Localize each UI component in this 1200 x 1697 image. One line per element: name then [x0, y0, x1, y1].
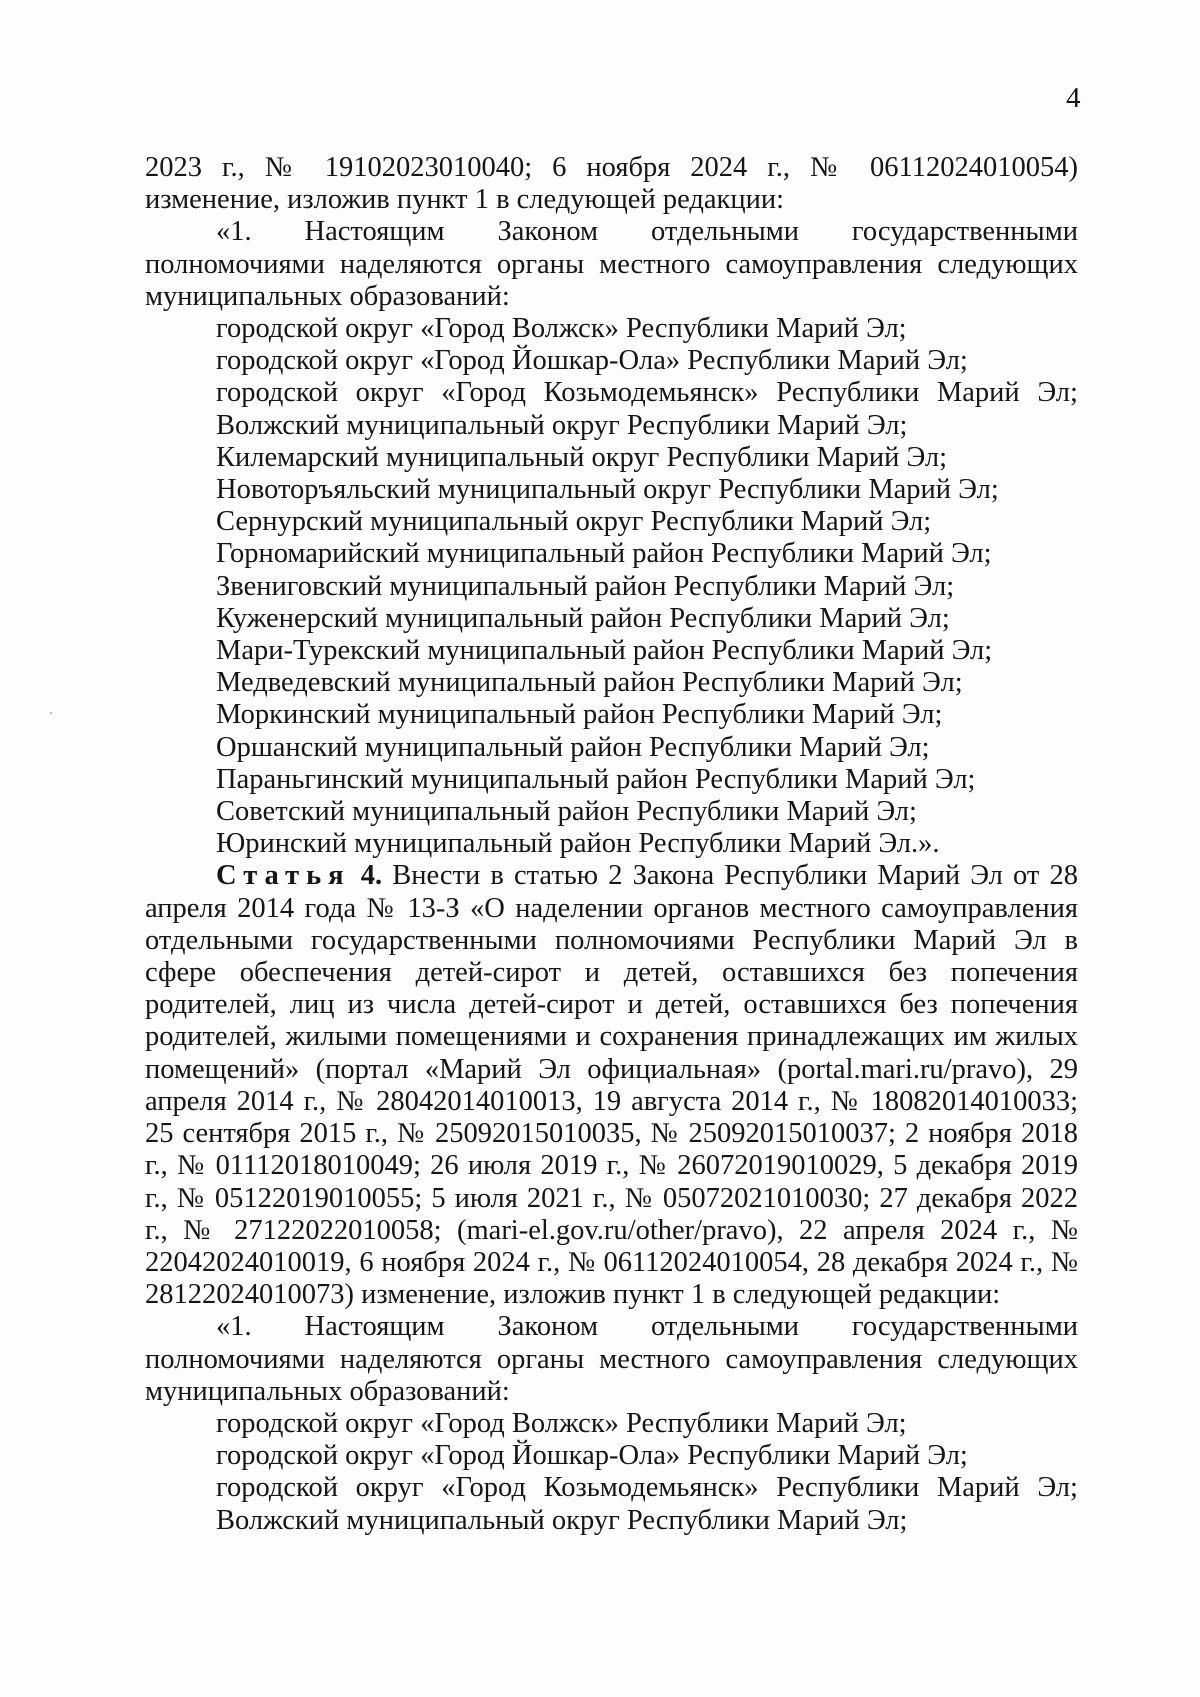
list-item: городской округ «Город Волжск» Республики Марий Эл;: [216, 313, 907, 345]
section1-quote-intro: «1. Настоящим Законом отдельными государственными полномочиями наделяются органы местного самоуправления следующих муниципальных образований:: [145, 216, 1078, 312]
list-item: городской округ «Город Козьмодемьянск» Республики Марий Эл;: [216, 1472, 1078, 1504]
list-item: городской округ «Город Йошкар-Ола» Республики Марий Эл;: [216, 345, 968, 377]
list-item: городской округ «Город Волжск» Республики Марий Эл;: [216, 1407, 907, 1439]
list-item: Килемарский муниципальный округ Республики Марий Эл;: [216, 441, 948, 473]
article4-quote-intro: «1. Настоящим Законом отдельными государственными полномочиями наделяются органы местного самоуправления следующих муниципальных образований:: [145, 1311, 1078, 1407]
section1-municipality-list: [145, 313, 1078, 860]
section1-intro: 2023 г., № 19102023010040; 6 ноября 2024 г., № 06112024010054) изменение, изложив пункт 1 в следующей редакции:: [145, 152, 1078, 216]
list-item: Сернурский муниципальный округ Республики Марий Эл;: [216, 506, 932, 538]
list-item: Новоторъяльский муниципальный округ Республики Марий Эл;: [216, 474, 999, 506]
article-4-paragraph: [145, 860, 1078, 1311]
list-item: Параньгинский муниципальный район Республики Марий Эл;: [216, 763, 976, 795]
list-item: Медведевский муниципальный район Республики Марий Эл;: [216, 667, 963, 699]
list-item: Волжский муниципальный округ Республики Марий Эл;: [216, 1504, 908, 1536]
list-item: Звениговский муниципальный район Республики Марий Эл;: [216, 570, 955, 602]
list-item: городской округ «Город Йошкар-Ола» Республики Марий Эл;: [216, 1440, 968, 1472]
list-item: Куженерский муниципальный район Республики Марий Эл;: [216, 602, 950, 634]
list-item: Мари-Турекский муниципальный район Республики Марий Эл;: [216, 635, 993, 667]
list-item: Волжский муниципальный округ Республики Марий Эл;: [216, 409, 908, 441]
article-text: Внести в статью 2 Закона Республики Марий Эл от 28 апреля 2014 года № 13-З «О наделении органов местного самоуправления отдельными государственными полномочиями Республики Марий Эл в сфере обеспечения детей-сирот и детей, оставшихся без попечения родителей, лиц из числа детей-сирот и детей, оставшихся без попечения родителей, жилыми помещениями и сохранения принадлежащих им жилых помещений» (портал «Марий Эл официальная» (portal.mari.ru/pravo), 29 апреля 2014 г., № 28042014010013, 19 августа 2014 г., № 18082014010033; 25 сентября 2015 г., № 25092015010035, № 25092015010037; 2 ноября 2018 г., № 01112018010049; 26 июля 2019 г., № 26072019010029, 5 декабря 2019 г., № 05122019010055; 5 июля 2021 г., № 05072021010030; 27 декабря 2022 г., № 27122022010058; (mari-el.gov.ru/other/pravo), 22 апреля 2024 г., № 22042024010019, 6 ноября 2024 г., № 06112024010054, 28 декабря 2024 г., № 28122024010073) изменение, изложив пункт 1 в следующей редакции:: [145, 860, 1079, 1311]
list-item: Советский муниципальный район Республики Марий Эл;: [216, 796, 917, 828]
page-number: 4: [1066, 82, 1081, 114]
list-item: Горномарийский муниципальный район Республики Марий Эл;: [216, 538, 992, 570]
article-heading: Статья: [216, 860, 351, 892]
list-item: городской округ «Город Козьмодемьянск» Республики Марий Эл;: [216, 377, 1078, 409]
document-body: [145, 152, 1078, 1537]
scan-artifact: [50, 712, 52, 714]
list-item: Оршанский муниципальный район Республики Марий Эл;: [216, 731, 930, 763]
list-item: Моркинский муниципальный район Республики Марий Эл;: [216, 699, 943, 731]
article-number: 4.: [360, 860, 383, 892]
list-item: Юринский муниципальный район Республики Марий Эл.».: [216, 828, 940, 860]
article4-municipality-list: [145, 1408, 1078, 1537]
